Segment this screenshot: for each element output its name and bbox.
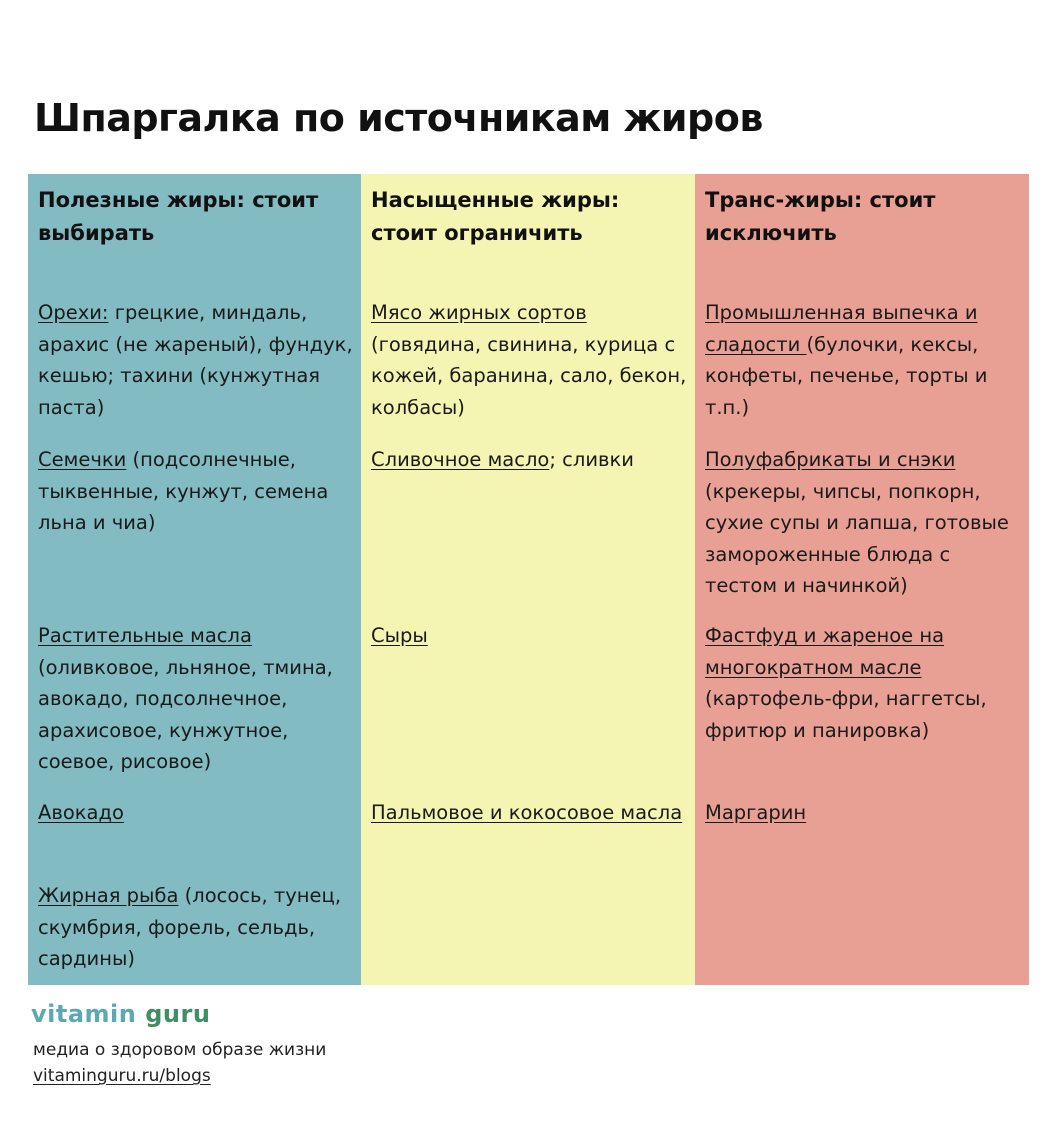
fats-table bbox=[28, 174, 1029, 985]
item-details: (подсолнечные, тыквенные, кунжут, семена льна и чиа) bbox=[38, 448, 329, 534]
item-details: (крекеры, чипсы, попкорн, сухие супы и лапша, готовые замороженные блюда с тестом и начинкой) bbox=[705, 479, 1009, 597]
list-item bbox=[38, 880, 358, 975]
item-term: Орехи: bbox=[38, 301, 109, 324]
column-header: Полезные жиры: стоит выбирать bbox=[38, 188, 319, 245]
list-item bbox=[38, 297, 358, 423]
column-header: Насыщенные жиры: стоит ограничить bbox=[371, 188, 620, 245]
item-term: Растительные масла bbox=[38, 624, 252, 647]
list-item bbox=[38, 620, 358, 778]
item-term: Маргарин bbox=[705, 801, 807, 824]
page-title: Шпаргалка по источникам жиров bbox=[34, 96, 763, 140]
vitamin-guru-logo bbox=[31, 1000, 210, 1028]
item-details: ; сливки bbox=[549, 448, 634, 471]
column-saturated-fats bbox=[361, 174, 695, 985]
item-term: Сыры bbox=[371, 624, 428, 647]
item-details: (картофель-фри, наггетсы, фритюр и панировка) bbox=[705, 687, 987, 742]
item-details: (оливковое, льняное, тмина, авокадо, подсолнечное, арахисовое, кунжутное, соевое, рисовое) bbox=[38, 655, 333, 773]
item-term: Пальмовое и кокосовое масла bbox=[371, 801, 683, 824]
item-term: Мясо жирных сортов bbox=[371, 301, 587, 324]
item-term: Жирная рыба bbox=[38, 884, 179, 907]
logo-word-guru: guru bbox=[145, 1000, 211, 1028]
list-item bbox=[371, 797, 691, 829]
list-item bbox=[38, 444, 358, 539]
item-details: (булочки, кексы, конфеты, печенье, торты и т.п.) bbox=[705, 332, 988, 419]
column-trans-fats bbox=[695, 174, 1029, 985]
footer-link[interactable]: vitaminguru.ru/blogs bbox=[33, 1066, 211, 1086]
list-item bbox=[371, 620, 691, 652]
item-term: Семечки bbox=[38, 448, 127, 471]
footer-tagline: медиа о здоровом образе жизни bbox=[33, 1040, 327, 1060]
list-item bbox=[38, 797, 358, 829]
item-details: (говядина, свинина, курица с кожей, баранина, сало, бекон, колбасы) bbox=[371, 332, 687, 419]
item-term: Сливочное масло bbox=[371, 448, 550, 471]
column-header: Транс-жиры: стоит исключить bbox=[705, 188, 936, 245]
item-term: Промышленная выпечка и сладости bbox=[705, 301, 978, 356]
item-term: Полуфабрикаты и снэки bbox=[705, 448, 956, 471]
item-term: Авокадо bbox=[38, 801, 124, 824]
list-item bbox=[705, 444, 1025, 602]
list-item bbox=[371, 444, 691, 476]
list-item bbox=[705, 620, 1025, 746]
column-healthy-fats bbox=[28, 174, 361, 985]
list-item bbox=[371, 297, 691, 423]
item-term: Фастфуд и жареное на многократном масле bbox=[705, 624, 945, 679]
logo-word-vitamin: vitamin bbox=[31, 1000, 137, 1028]
list-item bbox=[705, 297, 1025, 423]
list-item bbox=[705, 797, 1025, 829]
item-details: (лосось, тунец, скумбрия, форель, сельдь, сардины) bbox=[38, 884, 342, 970]
item-details: грецкие, миндаль, арахис (не жареный), фундук, кешью; тахини (кунжутная паста) bbox=[38, 301, 353, 419]
